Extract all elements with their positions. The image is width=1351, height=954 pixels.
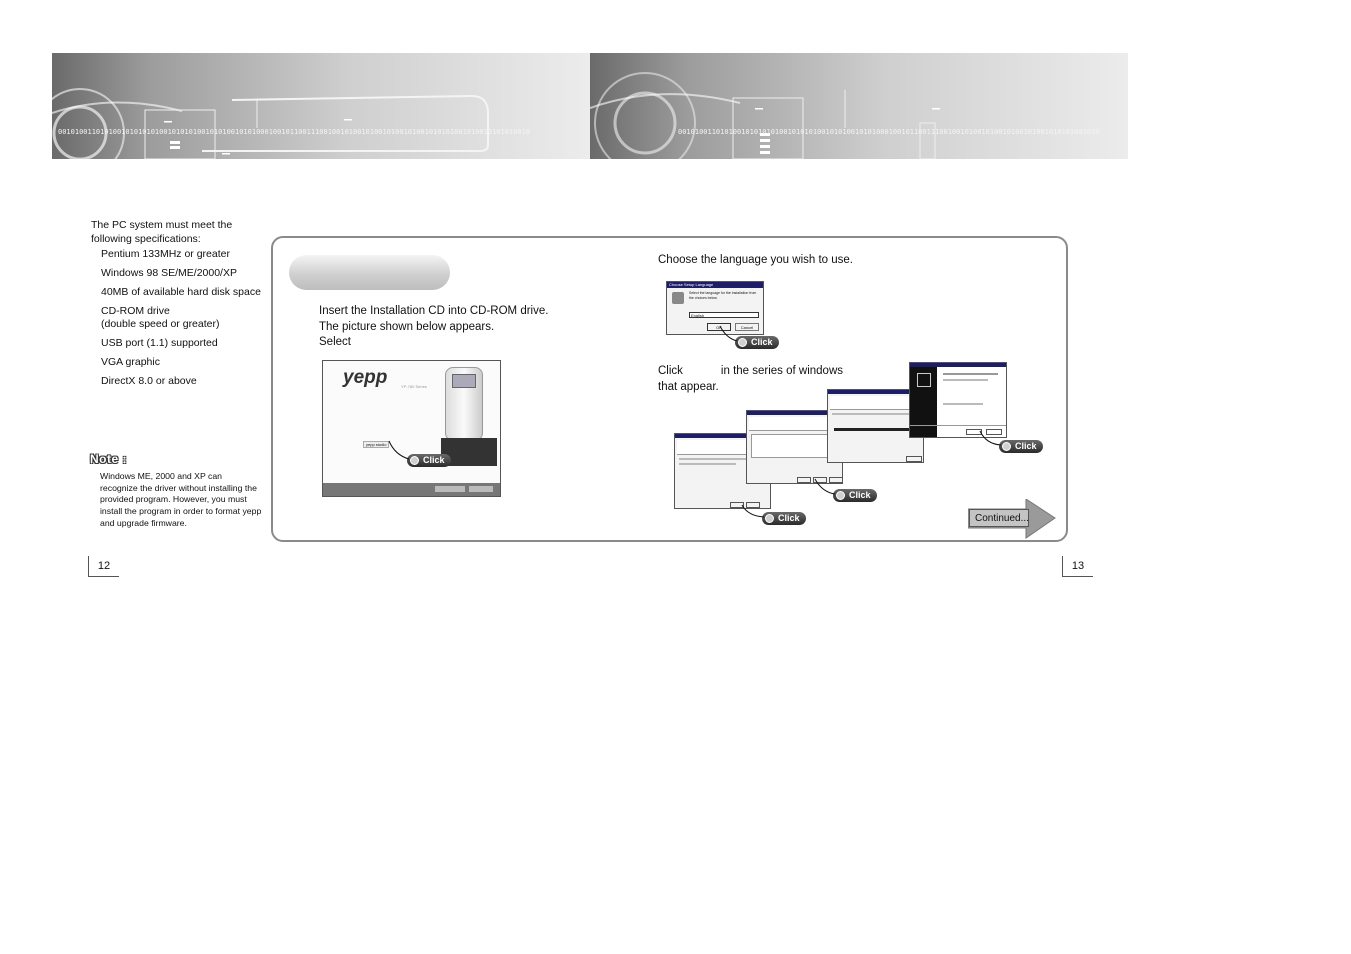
continued-label[interactable]: Continued... — [969, 509, 1029, 527]
series-label: YP-780 Series — [401, 384, 427, 389]
requirement-item: USB port (1.1) supported — [101, 337, 218, 349]
bottom-bar — [323, 483, 500, 496]
section-heading-pill — [289, 255, 450, 290]
banner-graphic-right — [590, 53, 1128, 159]
dialog-prompt: Select the language for the installation from the choices below. — [689, 291, 757, 300]
header-banner-right — [590, 53, 1128, 159]
studio-button[interactable]: yepp studio — [363, 441, 389, 448]
page-number-left: 12 — [88, 556, 119, 577]
requirements-list — [101, 248, 261, 394]
step-3-click-word: Click — [658, 365, 683, 377]
step-3-line: that appear. — [658, 380, 719, 393]
requirement-item: DirectX 8.0 or above — [101, 375, 197, 387]
click-badge: Click — [833, 489, 877, 502]
banner-graphic-left — [52, 53, 590, 159]
step-1-text — [319, 304, 548, 351]
setup-icon — [672, 292, 684, 304]
step-1-line: Select — [319, 336, 351, 348]
cancel-button[interactable]: Cancel — [735, 323, 759, 331]
language-select[interactable]: English — [689, 312, 759, 318]
dialog-titlebar: Choose Setup Language — [667, 282, 763, 288]
note-text: Windows ME, 2000 and XP can recognize the driver without installing the provided program. However, you must install the program in order to format yepp and upgrade firmware. — [100, 471, 262, 528]
requirement-item: 40MB of available hard disk space — [101, 286, 261, 298]
page-number-right: 13 — [1062, 556, 1093, 577]
autorun-screenshot — [322, 360, 501, 497]
requirement-item: Pentium 133MHz or greater — [101, 248, 230, 260]
binary-strip: 0010100110101001010101010010101010010101001010100010010110011100100101001010010100101001010101001010 — [678, 128, 1100, 136]
click-badge: Click — [407, 454, 451, 467]
requirement-item — [101, 305, 261, 331]
click-badge: Click — [735, 336, 779, 349]
step-1-line: Insert the Installation CD into CD-ROM drive. — [319, 305, 549, 317]
ok-button[interactable]: OK — [707, 323, 731, 331]
requirement-item: Windows 98 SE/ME/2000/XP — [101, 267, 237, 279]
step-1-line: The picture shown below appears. — [319, 320, 495, 333]
binary-strip: 0010100110101001010101010010101010010101001010100010010110011100100101001010010100101001010101001010010101010010 — [58, 128, 531, 136]
header-banner-left — [52, 53, 590, 159]
click-badge: Click — [999, 440, 1043, 453]
step-2-text: Choose the language you wish to use. — [658, 254, 853, 266]
brand-logo: yepp — [343, 367, 388, 388]
setup-window-4 — [909, 362, 1007, 438]
requirement-line: (double speed or greater) — [101, 318, 220, 330]
requirement-line: CD-ROM drive — [101, 305, 170, 317]
step-3-rest: in the series of windows — [720, 365, 844, 377]
requirements-intro: The PC system must meet the following specifications: — [91, 219, 233, 245]
requirement-item: VGA graphic — [101, 356, 160, 368]
player-image — [445, 367, 483, 441]
language-dialog-screenshot — [666, 281, 764, 335]
click-badge: Click — [762, 512, 806, 525]
note-title: Note : — [90, 452, 127, 466]
